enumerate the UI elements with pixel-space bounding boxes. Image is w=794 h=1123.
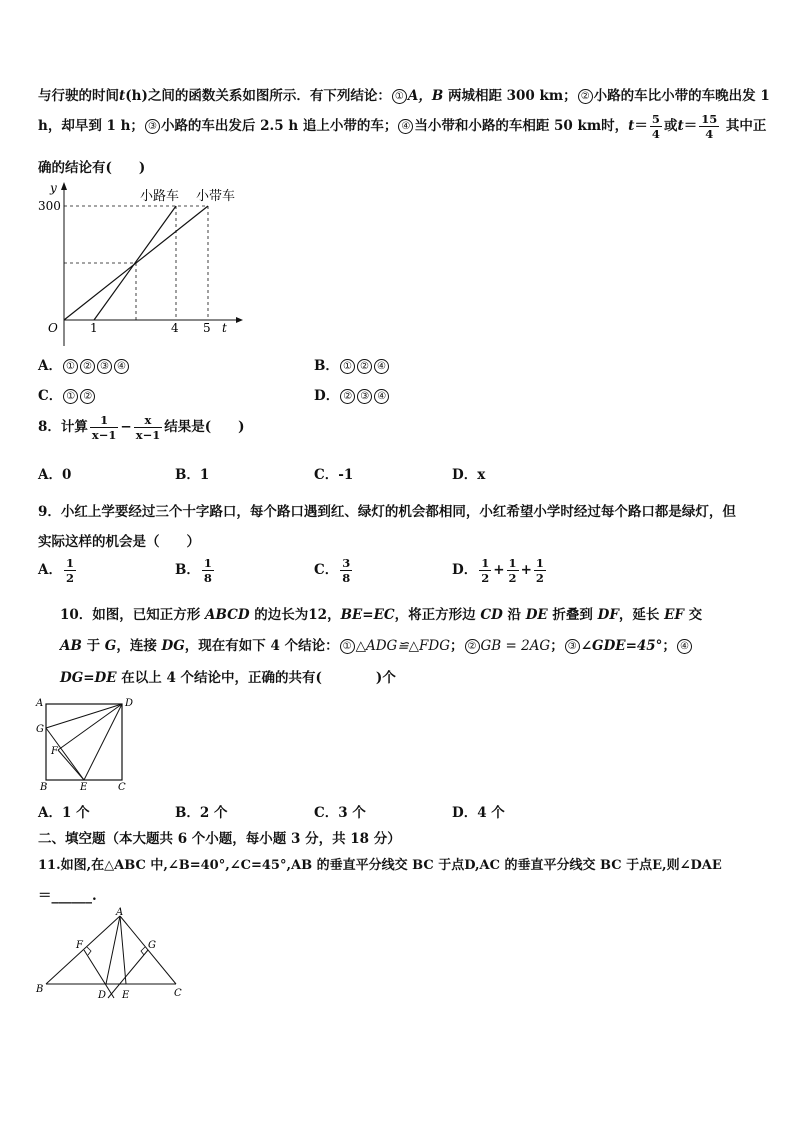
q9-line2: 实际这样的机会是（ ） (38, 534, 200, 550)
q10-figure (34, 694, 144, 792)
q7-option-c[interactable]: C． ① ② (38, 384, 96, 404)
q7-option-b[interactable]: B． ① ② ④ (314, 354, 390, 374)
q8-option-b[interactable]: B．1 (175, 467, 210, 483)
q8-stem: 8．计算 $\frac{1}{x-1}$ − $\frac{x}{x-1}$ 结果是( ) (38, 413, 245, 442)
q11-line1: 11.如图,在△ABC 中,∠B=40°,∠C=45°,AB 的垂直平分线交 BC 于点D,AC 的垂直平分线交 BC 于点E,则∠DAE (38, 858, 722, 873)
q9-line1: 9．小红上学要经过三个十字路口，每个路口遇到红、绿灯的机会都相同，小红希望小学时经过每个路口都是绿灯，但 (38, 504, 736, 520)
q8-option-a[interactable]: A．0 (38, 467, 72, 483)
section-title: 二、填空题（本大题共 6 个小题，每小题 3 分，共 18 分） (38, 831, 401, 847)
circle-number: ③ (145, 119, 160, 134)
svg-text:G: G (36, 724, 44, 735)
svg-text:G: G (148, 940, 156, 951)
x-axis-label: t (222, 321, 227, 335)
q9-option-c[interactable]: C． $\frac{3}{8}$ (314, 556, 351, 585)
xiaodai-label: 小带车 (196, 189, 236, 204)
q10-option-b[interactable]: B．2 个 (175, 805, 228, 821)
xiaolu-label: 小路车 (140, 189, 180, 204)
xiaodai-line (64, 206, 208, 320)
q10-line1: 10．如图，已知正方形 ABCD 的边长为12，BE=EC，将正方形边 CD 沿 DE 折叠到 DF，延长 EF 交 (60, 607, 703, 623)
svg-text:C: C (174, 988, 182, 999)
q9-option-d[interactable]: D． $\frac{1}{2}$ + $\frac{1}{2}$ + $\frac{1}{2}$ (452, 556, 544, 585)
svg-text:E: E (80, 782, 88, 792)
q11-figure (34, 906, 194, 1002)
q10-option-d[interactable]: D．4 个 (452, 805, 505, 821)
q7-option-a[interactable]: A． ① ② ③ ④ (38, 354, 130, 374)
q10-line3: DG=DE 在以上 4 个结论中，正确的共有( )个 (60, 670, 396, 686)
q10-option-a[interactable]: A．1 个 (38, 805, 90, 821)
q8-option-c[interactable]: C．-1 (314, 467, 354, 483)
origin-label: O (48, 321, 58, 335)
svg-text:D: D (98, 990, 107, 1001)
q8-option-d[interactable]: D．x (452, 467, 486, 483)
svg-text:F: F (51, 746, 58, 757)
svg-text:A: A (36, 698, 44, 709)
svg-text:F: F (76, 940, 83, 951)
x-tick-5: 5 (203, 321, 211, 335)
q7-line1: 与行驶的时间t(h)之间的函数关系如图所示．有下列结论： ① A，B 两城相距 300 km； ② 小路的车比小带的车晚出发 1 (38, 88, 770, 104)
q11-line2: ＝______. (38, 888, 97, 904)
svg-text:A: A (116, 907, 124, 918)
q7-graph (36, 178, 256, 353)
svg-text:E: E (122, 990, 130, 1001)
x-tick-4: 4 (171, 321, 179, 335)
q10-line2: AB 于 G，连接 DG，现在有如下 4 个结论： ① △ADG≌△FDG； ② GB = 2AG； ③ ∠GDE=45°； ④ (60, 634, 693, 654)
circle-number: ① (392, 89, 407, 104)
x-tick-1: 1 (90, 321, 98, 335)
svg-text:D: D (125, 698, 134, 709)
circle-number: ② (578, 89, 593, 104)
circle-number: ④ (398, 119, 413, 134)
svg-text:B: B (36, 984, 44, 995)
q10-option-c[interactable]: C．3 个 (314, 805, 366, 821)
q9-option-a[interactable]: A． $\frac{1}{2}$ (38, 556, 74, 585)
svg-text:B: B (40, 782, 48, 792)
q7-line3: 确的结论有( ) (38, 160, 146, 176)
y-axis-label: y (50, 181, 57, 195)
y-tick-300: 300 (38, 199, 61, 213)
q7-line2: h，却早到 1 h； ③ 小路的车出发后 2.5 h 追上小带的车； ④ 当小带和小路的车相距 50 km时，t＝ $\frac{5}{4}$ 或t＝ $\frac{15}{4}$ 其中正 (38, 112, 767, 141)
svg-text:C: C (118, 782, 126, 792)
q9-option-b[interactable]: B． $\frac{1}{8}$ (175, 556, 212, 585)
q7-option-d[interactable]: D． ② ③ ④ (314, 384, 390, 404)
